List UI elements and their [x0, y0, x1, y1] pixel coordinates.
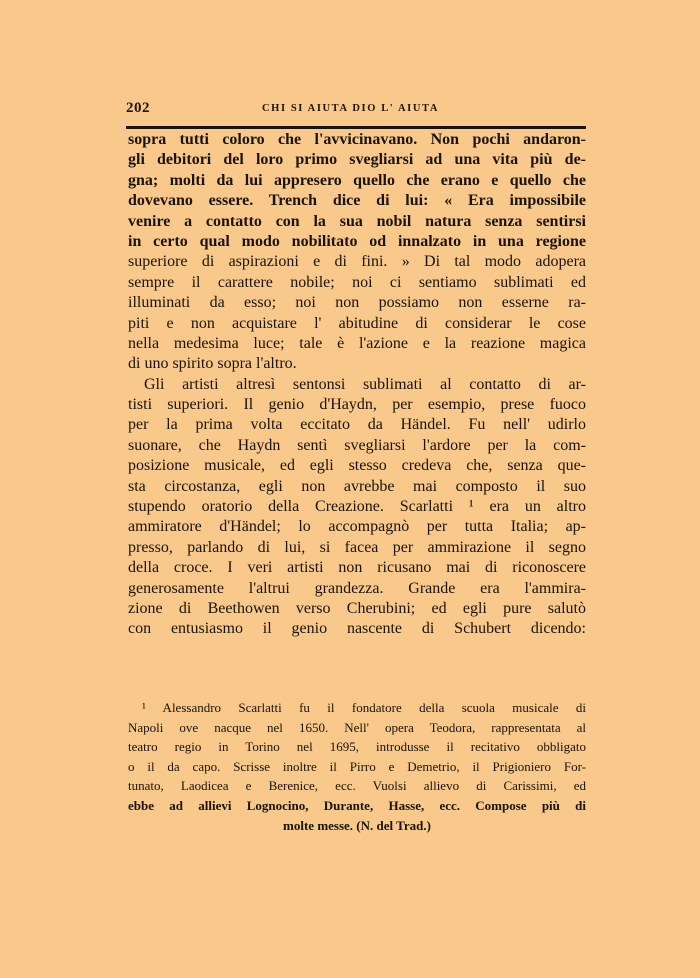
body-line: illuminati da esso; noi non possiamo non esserne ra-	[128, 294, 586, 312]
body-line: dovevano essere. Trench dice di lui: « Era impossibile	[128, 192, 586, 210]
body-line: tisti superiori. Il genio d'Haydn, per esempio, prese fuoco	[128, 396, 586, 414]
body-line: superiore di aspirazioni e di fini. » Di tal modo adopera	[128, 253, 586, 271]
page-number: 202	[126, 100, 150, 116]
body-line: della croce. I veri artisti non ricusano mai di riconoscere	[128, 559, 586, 577]
body-line: ammiratore d'Händel; lo accompagnò per tutta Italia; ap-	[128, 518, 586, 536]
body-line: di uno spirito sopra l'altro.	[128, 355, 297, 373]
body-line: Gli artisti altresì sentonsi sublimati al contatto di ar-	[144, 375, 586, 393]
body-line: gna; molti da lui appresero quello che erano e quello che	[128, 171, 586, 189]
footnote-line: ebbe ad allievi Lognocino, Durante, Hasse, ecc. Compose più di	[128, 797, 586, 813]
footnote-line: tunato, Laodicea e Berenice, ecc. Vuolsi allievo di Carissimi, ed	[128, 778, 586, 794]
body-line: presso, parlando di lui, si facea per ammirazione il segno	[128, 538, 586, 556]
footnotes	[128, 698, 586, 835]
body-line: venire a contatto con la sua nobil natura senza sentirsi	[128, 212, 586, 230]
body-line: nella medesima luce; tale è l'azione e la reazione magica	[128, 334, 586, 352]
body-line: con entusiasmo il genio nascente di Schubert dicendo:	[128, 620, 586, 638]
body-line: piti e non acquistare l' abitudine di considerar le cose	[128, 314, 586, 332]
footnote-line: ¹ Alessandro Scarlatti fu il fondatore della scuola musicale di	[142, 700, 586, 715]
footnote-line: o il da capo. Scrisse inoltre il Pirro e Demetrio, il Prigioniero For-	[128, 758, 586, 774]
body-line: sopra tutti coloro che l'avvicinavano. Non pochi andaron-	[128, 131, 586, 148]
running-head: CHI SI AIUTA DIO L' AIUTA	[262, 103, 440, 114]
page-header	[126, 100, 586, 122]
body-line: generosamente l'altrui grandezza. Grande era l'ammira-	[128, 579, 586, 597]
body-text	[128, 130, 586, 640]
body-line: gli debitori del loro primo svegliarsi ad una vita più de-	[128, 151, 586, 169]
footnote-line: molte messe. (N. del Trad.)	[283, 817, 431, 833]
body-line: suonare, che Haydn sentì svegliarsi l'ardore per la com-	[128, 436, 586, 454]
body-line: stupendo oratorio della Creazione. Scarlatti ¹ era un altro	[128, 498, 586, 516]
body-line: zione di Beethowen verso Cherubini; ed egli pure salutò	[128, 599, 586, 617]
footnote-line: teatro regio in Torino nel 1695, introdusse il recitativo obbligato	[128, 739, 586, 755]
body-line: in certo qual modo nobilitato od innalzato in una regione	[128, 232, 586, 250]
body-line: sempre il carattere nobile; noi ci sentiamo sublimati ed	[128, 273, 586, 291]
body-line: posizione musicale, ed egli stesso credeva che, senza que-	[128, 457, 586, 475]
body-line: sta circostanza, egli non avrebbe mai composto il suo	[128, 477, 586, 495]
footnote-line: Napoli ove nacque nel 1650. Nell' opera Teodora, rappresentata al	[128, 719, 586, 735]
header-rule	[126, 126, 586, 129]
body-line: per la prima volta eccitato da Händel. Fu nell' udirlo	[128, 416, 586, 434]
